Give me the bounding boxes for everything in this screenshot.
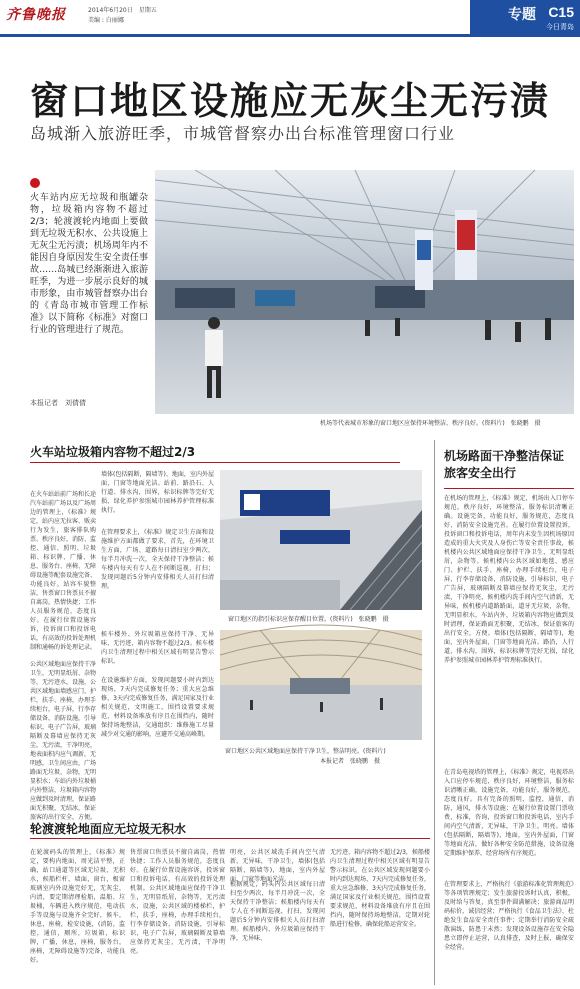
section2-column-4: 无污迹，箱内容物不超过2/3，候船楼内卫生清理过程中相关区域有明显告警示标识。在公共区域发现问题要小时内到达现场，7天内完成修复任务，重大应急维修，3天内完成修复任务，满足国家及行业相关规范，围挡设置要求规范，材料设备堆放有序且在围挡内，随时保持场地整洁，定期对轮船进行检修，确保轮船运营安全。 bbox=[330, 849, 430, 928]
section2-column-2: 售票窗口售票员不擅自离岗，热情快捷；工作人员服务规范，态度良好。在履行位置设施容诉，投诉窗口和投诉电话，有高效的投诉处理机制。公共区域地面应保持干净卫生，无明显纸屑，杂物等，无污渍水，设施，公共区域的楼梯栏，护栏，扶手，座椅，办理手续柜台，行李存储设备，消防设施，引导标识，电子广告屏，玻璃隔断及幕墙应保持无灰尘，无污渍，干净明亮。 bbox=[130, 849, 225, 955]
column-divider bbox=[434, 440, 435, 985]
section1-column-2d: 在设施维护方面，发现问题要小时内到达现场，7天内完成修复任务；重大应急维修，3天内完成修复任务，满足国家及行业相关规范，文明施工，围挡设置要求规范，材料设备堆放有序且在围挡内，随时保持场地整洁，交通组织：维修施工尽量减少对交通的影响，应避开交通高峰期。 bbox=[101, 677, 214, 738]
reporter-credit: 本报记者 刘倩倩 bbox=[30, 399, 86, 407]
section-heading-airport: 机场路面干净整洁保证旅客安全出行 bbox=[444, 449, 565, 480]
page-number: C15 bbox=[548, 4, 574, 20]
editor-credit: 美编 : 白丽娜 bbox=[88, 17, 124, 24]
lead-box bbox=[30, 170, 148, 398]
newspaper-logo: 齐鲁晚报 bbox=[6, 7, 66, 23]
photo-station-signage bbox=[220, 470, 422, 610]
section2-column-1: 在轮渡码头的管理上，《标准》规定，要构内地面，周光洁平整，正确，站口通道等区域无垃圾，无积水，候船栏杆，墙面，窗台，极窗玻璃室内外设施完好无，无灰尘，内清，要定期清理检船，温船、垃圾桶，车辆进入秩序规范，电动扶手等设施与设施齐全完好，候车，休息，座椅，检安设施，(消防，监控，通信，厕所，垃圾箱，标识牌，广播，休息，座椅，服务台，座椅，无障碍设施等)完备，功能良好。 bbox=[30, 849, 125, 964]
photo-concourse-caption: 窗口地区公共区域地面应保持干净卫生，整洁明亮。(资料片) bbox=[225, 748, 386, 755]
photo-concourse-floor bbox=[220, 630, 422, 740]
top-rule bbox=[0, 34, 580, 37]
photo-station-signage-caption: 窗口地区的指引标识应保存醒目位置。(资料片) 张晓鹏 摄 bbox=[228, 616, 389, 623]
section1-column-1: 在火车站站前广场和长途汽车站前广场以及广场周边的管理上，《标准》规定，站内应无拉客、贩卖行为发生，旅客排队购票、秩序良好，消防、监控、通信、照明、垃圾箱、标识牌、广播、休息、服务台、座椅、无障碍设施等配套设施完备、功能良好。站容车貌整洁，售票窗口售票员不擅自离岗，热情快捷；工作人员服务规范，态度良好。在履行位置设施容诉，投诉窗口和投诉电话，有高效的投诉处理机制和通畅的诉处理记录。 bbox=[30, 491, 97, 651]
section-rule bbox=[444, 488, 574, 489]
page-headline: 窗口地区设施应无灰尘无污渍 bbox=[30, 79, 551, 123]
lead-text: 火车站内应无垃圾和瓶罐杂物，垃圾箱内容物不超过2/3；轮渡渡轮内地面上要做到无垃圾无积水、公共设施上无灰尘无污渍；机场周年内不能因自身原因发生安全责任事故……岛城已经渐渐进入旅游旺季，为进一步展示良好的城市形象，由市城管督察办出台的《青岛市城市管理工作标准》以下简称《标准》对窗口行业的管理进行了规范。 bbox=[30, 193, 148, 335]
section-heading-train-station: 火车站垃圾箱内容物不超过2/3 bbox=[30, 445, 196, 459]
section-rule bbox=[30, 462, 400, 463]
section3-text-1: 在机场的管理上，《标准》规定，机场出入口停车规范，秩序良好，环境整洁，服务标识清晰正确。设施完备，功能良好，服务规范，态度良好，消防安全设施完善，在履行位置设置投诉，投诉窗口和投诉电话，周年内未发生因机场原因造成的重大火灾及人身伤亡等安全责任事故，候机楼内公共区域地面应保持干净卫生，无明显纸屑，杂物等。候机楼内公共区域如地毯、感应门、护栏、扶手、座椅，办理手续柜台，电子屏，行李存储设备，消防设施，引导标识，电子广告屏，玻璃隔断及幕墙应保持无灰尘，无污渍，干净明亮，候机楼内洗手间内空气清新，无异味，候机楼内道路路面，道牙无垃圾，杂物，无明显积水，车站内外，垃圾箱内容物应做到及时清理，保证路面无积聚，无结冰，保证旅客的出行安全，方便。墙体(包括隔断，隔墙等)，地面，室内外屋面，门窗等地面光洁。路沿，人行道，排水沟，围界，标识标牌等完好无损，绿化养护参照城市园林养护管理标准执行。 bbox=[444, 495, 574, 664]
lead-marker-icon bbox=[30, 178, 40, 188]
section-rule bbox=[30, 838, 430, 839]
section3-text-3: 在管理要求上，严格执行《旅游标准化管理规范》等各项管理规定；发生旅游投诉时认真，积极，及时给与答复，真至事件圆满解决；旅游商品明码标价，诚信经营；严格执行《食品卫生法》，杜绝发生食品安全责任事件；定期举行消防安全疏散演练，防患于未然；发现设备设施存在安全隐患立即停止运营，认真排查，及时上报，确保安全经营。 bbox=[444, 881, 574, 951]
section-heading-ferry: 轮渡渡轮地面应无垃圾无积水 bbox=[30, 822, 187, 836]
masthead bbox=[0, 0, 580, 34]
section2-column-3b: 根据规定，码头内公共区域每日清扫至少两次，每半月冲洗一次，全天保持干净整洁；候船楼内每天有专人在不间断巡视，打扫，发现问题后5分钟内安排相关人员打扫清理。候船楼内、外垃圾箱应保持干净，无异味、 bbox=[230, 881, 325, 942]
issue-date: 2014年6月20日 星期五 bbox=[88, 7, 157, 14]
section-name: 专题 bbox=[508, 7, 536, 23]
section1-column-2c: 候车楼外、外垃圾箱应保持干净、无异味、无污迹，箱内容物不超过2/3。候车楼内卫生清理过程中相关区域有明显告警示标识。 bbox=[101, 631, 214, 665]
section1-column-1b: 公共区域地面应保持干净卫生，无明显纸屑、杂物等，无污迹水，设施，公共区域地面墙感应门、护栏，扶手、座椅，办理手续柜台，电子屏，行李存储设备，消防设施，引导标识，电子广告屏，玻璃隔断及幕墙应保持无灰尘，无污渍，干净明亮，地表面积内应气调新，无明感，卫生间应由，广场路面无垃圾、杂物，无明显积水；车站内外垃圾桶内外整洁，垃圾箱内容物应做到及时清理，保证路面无积聚，无结冰，保证旅客的出行安全，方便。 bbox=[30, 661, 97, 821]
photo-concourse-credit: 本报记者 张晓鹏 摄 bbox=[320, 758, 381, 765]
main-photo-caption: 机场等代表城市形象的窗口地区应保持环境整洁、秩序良好。(资料片) 张晓鹏 摄 bbox=[320, 420, 541, 427]
section2-column-3: 明亮，公共区域洗手间内空气清新，无异味，干净卫生，墙体(包括隔断，隔墙等)，地面，室内外屋面，门窗等地面光洁。 bbox=[230, 849, 325, 883]
page-subheadline: 岛城渐入旅游旺季，市城管督察办出台标准管理窗口行业 bbox=[30, 124, 456, 143]
main-photo-airport-terminal bbox=[155, 170, 574, 414]
section1-column-2b: 在管理要求上，《标准》规定卫生方面和设施维护方面都做了要求，首先，在环境卫生方面，广场、道路每日清扫室少两次，每半月冲洗一次，全天保持干净整洁；候车楼内每天有专人在不间断巡视，打扫；发现问题后5分钟内安排相关人员打扫清理。 bbox=[101, 529, 214, 590]
section1-column-2: 墙体(包括隔断，隔墙等)、地面，室内外屋面，门窗等地面光洁。站前、路沿石、人行道、排水沟，围界，标识标牌等完好无损，绿化养护参照城市园林养护管理标准执行。 bbox=[101, 471, 214, 514]
section-subtitle: 今日青岛 bbox=[546, 23, 574, 31]
section3-text-2: 在青岛电视塔的管理上，《标准》规定，电视塔出入口应停车规范，秩序良好，环境整洁，服务标识清晰正确，设施完备，功能良好，服务规范，态度良好。具有完备的照明，监控，通信，消防，通风，排水等设施；在履行位置设置门票收费，标准，咨询，投诉窗口和投诉电话，室内手间内空气清新，无异味，干净卫生，明亮。墙体(包括隔断，隔墙等)，地面，室内外屋面，门窗等地面光洁，做好各种安全防范措施，设备设施定期维护保养，经营场所有序规范。 bbox=[444, 769, 574, 857]
section-tag bbox=[470, 0, 580, 34]
